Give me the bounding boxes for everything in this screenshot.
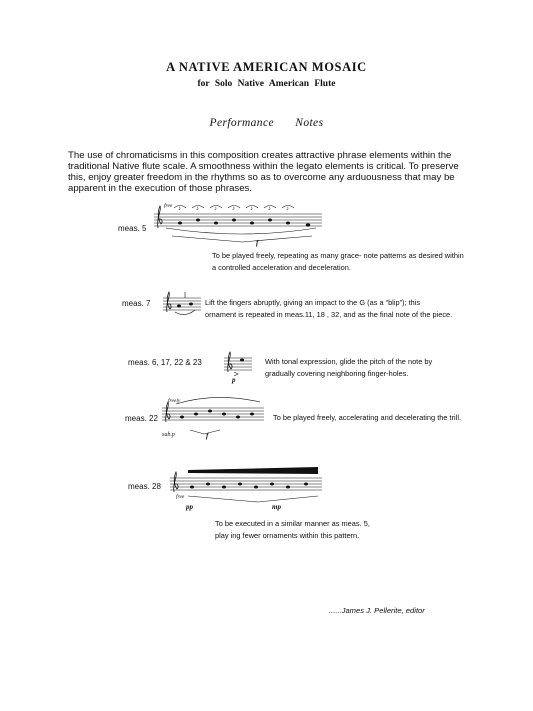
dynamic-pp: pp [186, 503, 193, 511]
example-label-meas-6-17-22-23: meas. 6, 17, 22 & 23 [128, 358, 202, 367]
dynamic-f: f [256, 239, 259, 247]
dynamic-mp: mp [272, 503, 281, 511]
dynamic-free-28: free [176, 494, 185, 500]
editor-signature: ......James J. Pellerite, editor [329, 606, 425, 615]
example-label-meas-7: meas. 7 [122, 299, 151, 308]
dynamic-p: p [232, 376, 236, 384]
svg-text:♪: ♪ [286, 206, 289, 212]
dynamic-free: free [164, 203, 173, 209]
example-label-meas-22: meas. 22 [125, 414, 158, 423]
svg-text:♪: ♪ [214, 206, 217, 212]
music-excerpt-meas-7 [163, 288, 203, 318]
svg-text:♪: ♪ [232, 206, 235, 212]
music-excerpt-meas-28 [168, 464, 328, 512]
note-meas-22: To be played freely, accelerating and decelerating the trill. [273, 413, 462, 422]
svg-text:♪: ♪ [250, 206, 253, 212]
note-meas-6: With tonal expression, glide the pitch of the note by gradually covering neighboring finger-holes. [265, 357, 433, 378]
example-label-meas-5: meas. 5 [118, 224, 147, 233]
intro-paragraph: The use of chromaticisms in this composition creates attractive phrase elements within the traditional Native flute scale. A smoothness within the legato elements is critical. To preserve this, enjoy greater freedom in the rhythms so as to overcome any arduousness that may be apparent in the execution of those phrases. [68, 150, 459, 194]
music-excerpt-meas-22 [160, 394, 270, 440]
example-label-meas-28: meas. 28 [128, 482, 161, 491]
dynamic-freely: freely [168, 398, 181, 404]
dynamic-f-22: f [206, 432, 209, 440]
note-meas-7: Lift the fingers abruptly, giving an impact to the G (as a “blip”); this ornament is repeated in meas.11, 18 , 32, and as the final note of the piece. [205, 298, 453, 319]
svg-text:♪: ♪ [268, 206, 271, 212]
svg-text:♪: ♪ [196, 206, 199, 212]
page-subtitle: for Solo Native American Flute [197, 79, 336, 89]
page-title: A NATIVE AMERICAN MOSAIC [166, 60, 367, 74]
section-heading: Performance Notes [209, 117, 324, 129]
note-meas-5: To be played freely, repeating as many grace- note patterns as desired within a controlled acceleration and deceleration. [212, 251, 464, 272]
svg-text:♪: ♪ [178, 206, 181, 212]
closing-note: To be executed in a similar manner as meas. 5, play ing fewer ornaments within this pattern. [215, 519, 370, 540]
dynamic-sub-p: sub.p [162, 432, 175, 438]
music-excerpt-meas-6 [224, 348, 254, 384]
music-excerpt-meas-5 [152, 198, 328, 248]
